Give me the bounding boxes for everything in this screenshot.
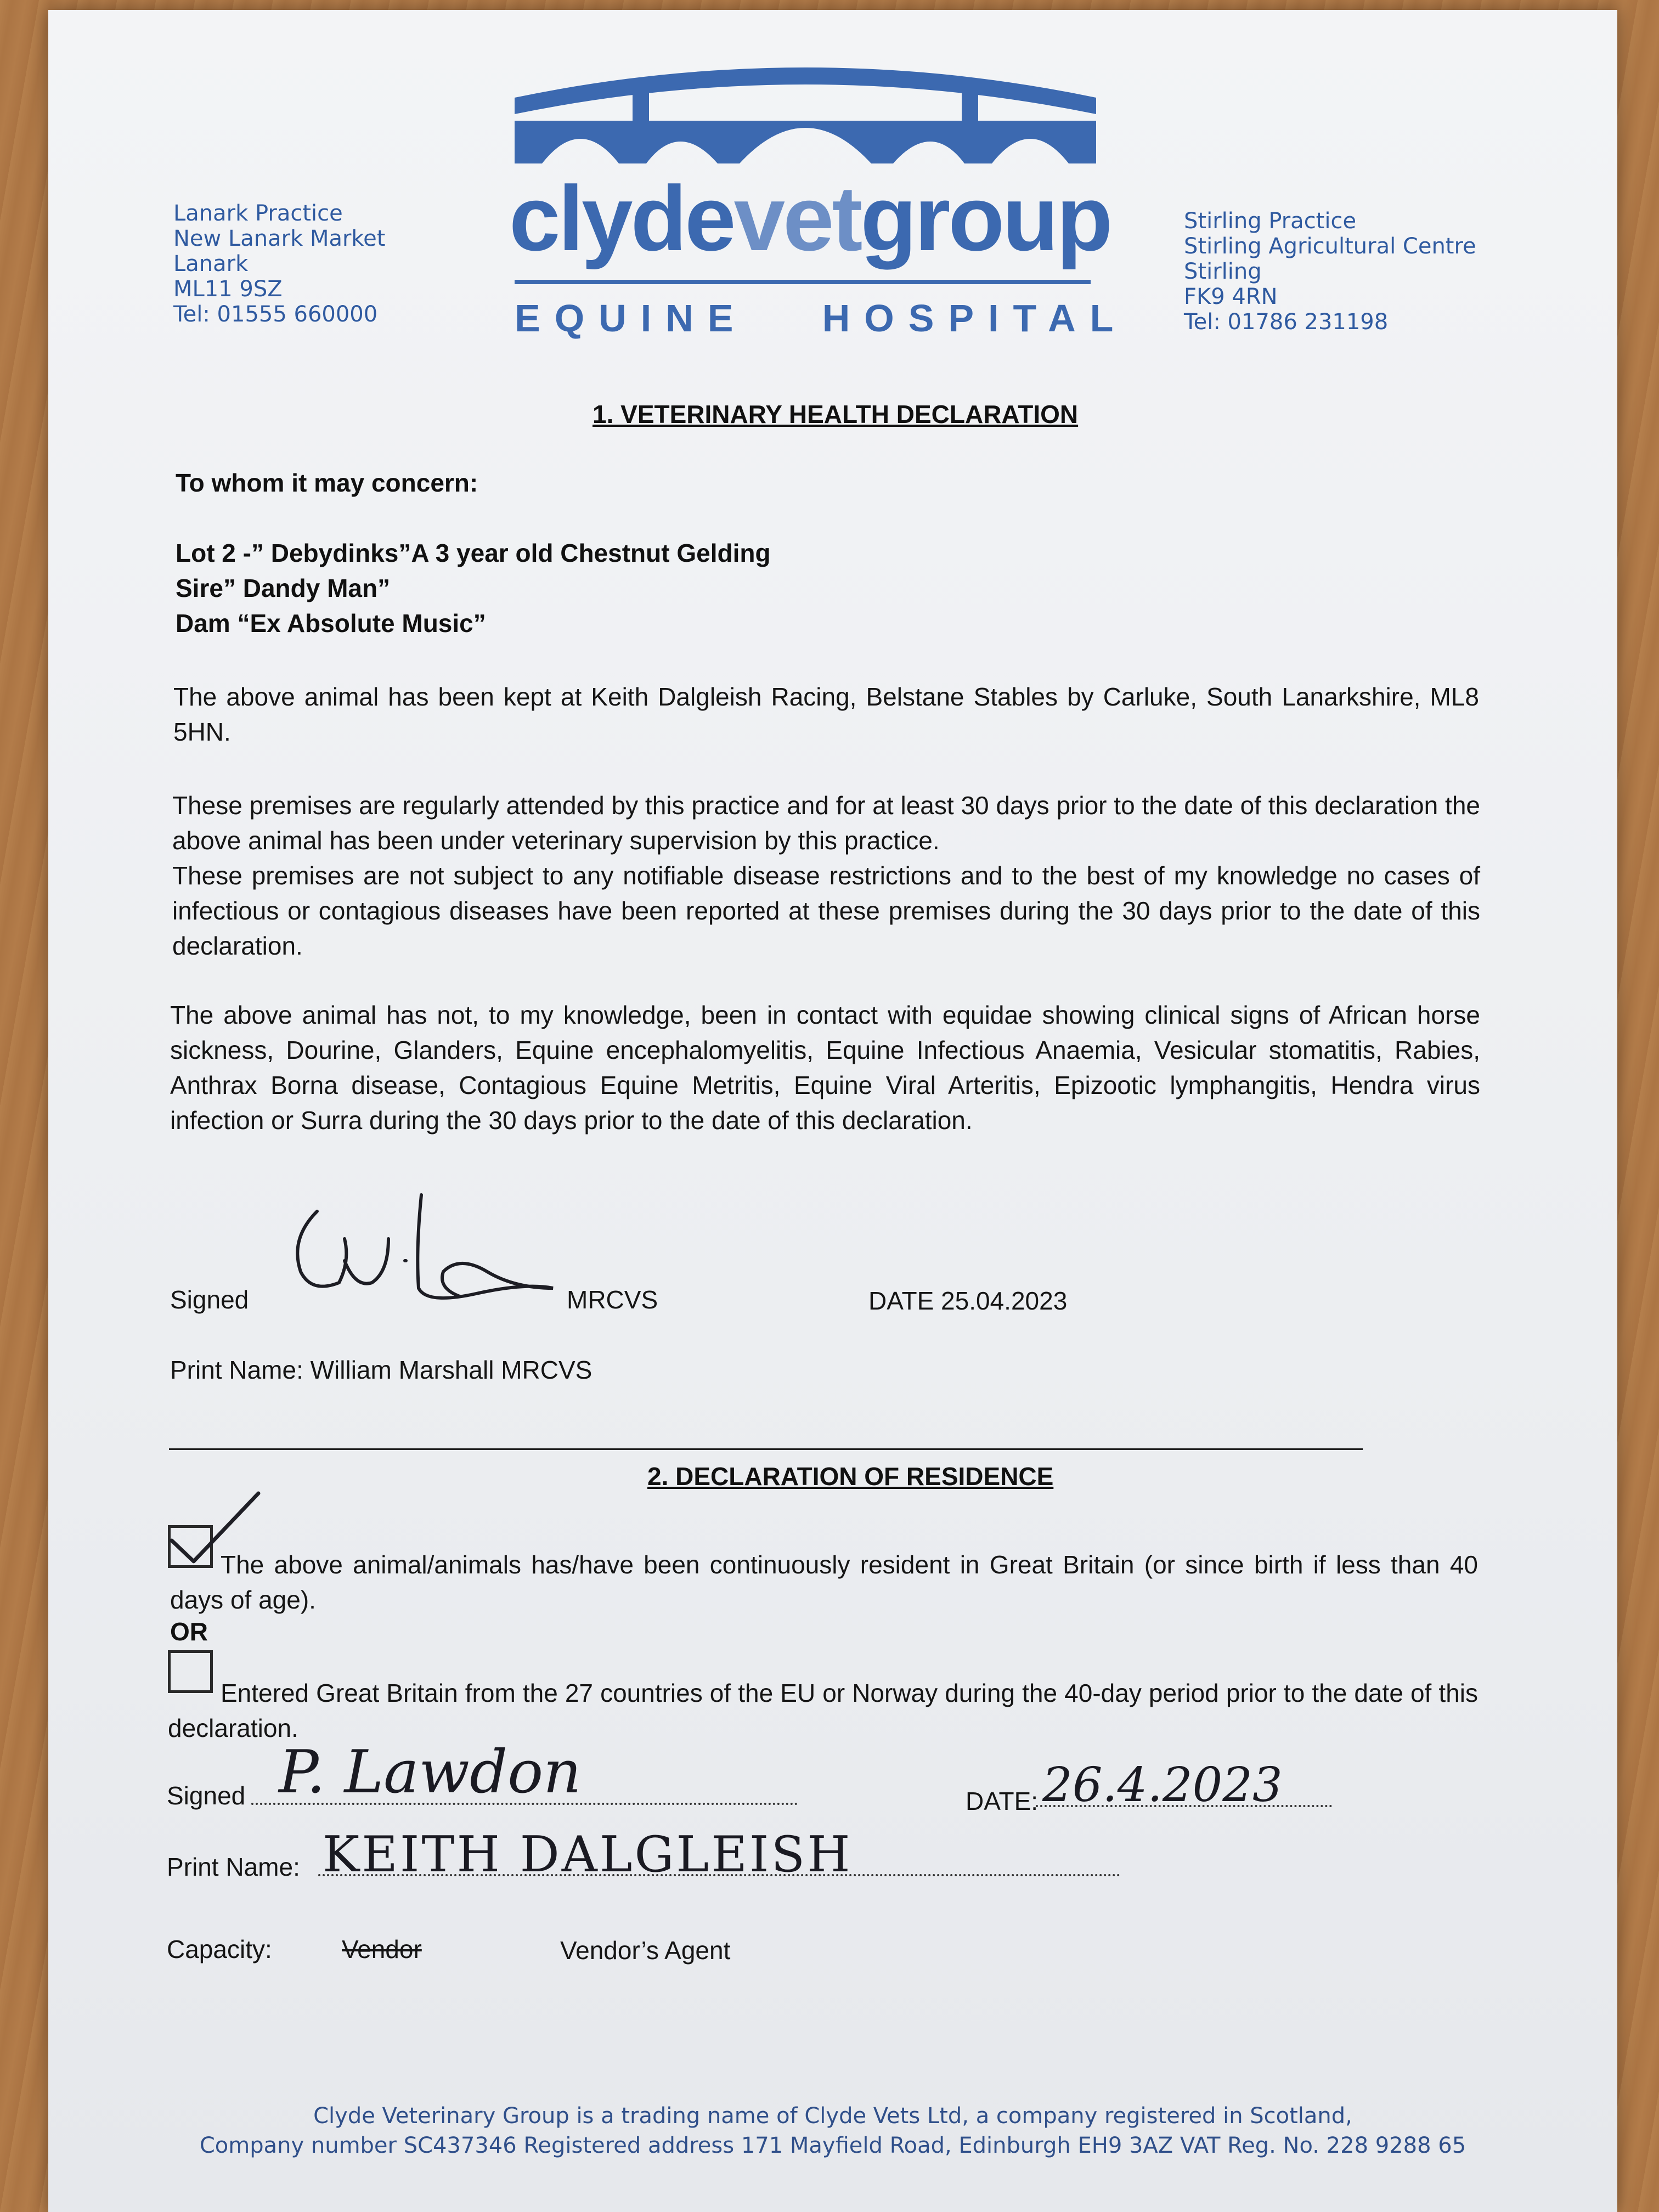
agent-date-label: DATE: bbox=[966, 1787, 1039, 1815]
address-line: FK9 4RN bbox=[1184, 284, 1278, 309]
capacity-vendors-agent: Vendor’s Agent bbox=[560, 1936, 731, 1965]
supervision-paragraph bbox=[172, 788, 1480, 963]
address-line: Tel: 01786 231198 bbox=[1184, 309, 1389, 335]
resident-option-text bbox=[170, 1547, 1478, 1617]
section2-title: 2. DECLARATION OF RESIDENCE bbox=[647, 1462, 1054, 1491]
capacity-label: Capacity: bbox=[167, 1935, 272, 1963]
agent-signature-value: P. Lawdon bbox=[279, 1738, 582, 1807]
clyde-vet-group-logo bbox=[509, 43, 1128, 350]
or-label: OR bbox=[170, 1617, 208, 1646]
disease-restrictions-text: These premises are not subject to any notifiable disease restrictions and to the best of my knowledge no cases of infectious or contagious diseases have been reported at these premises during the 30 days prior to the date of this declaration. bbox=[172, 861, 1480, 960]
animal-details bbox=[176, 535, 771, 641]
vet-date: DATE 25.04.2023 bbox=[868, 1286, 1068, 1315]
address-line: Lanark Practice bbox=[173, 201, 343, 226]
logo-divider bbox=[515, 280, 1091, 284]
premises-paragraph: The above animal has been kept at Keith Dalgleish Racing, Belstane Stables by Carluke, South Lanarkshire, ML8 5HN. bbox=[173, 682, 1479, 746]
brand-group: group bbox=[860, 167, 1111, 270]
salutation: To whom it may concern: bbox=[176, 469, 478, 497]
entered-gb-option-text bbox=[168, 1675, 1478, 1746]
entered-gb-option-label: Entered Great Britain from the 27 countries of the EU or Norway during the 40-day period prior to the date of this declaration. bbox=[168, 1679, 1478, 1742]
section-divider bbox=[169, 1448, 1363, 1450]
vet-signature-icon bbox=[279, 1178, 564, 1310]
declaration-document bbox=[48, 10, 1617, 2212]
address-line: Lanark bbox=[173, 251, 249, 276]
capacity-vendor-struck: Vendor bbox=[342, 1935, 422, 1963]
equine-hospital-subtitle: EQUINE HOSPITAL bbox=[515, 297, 1128, 340]
footer-line-1: Clyde Veterinary Group is a trading name of Clyde Vets Ltd, a company registered in Scotland, bbox=[313, 2103, 1352, 2129]
agent-print-name-label: Print Name: bbox=[167, 1853, 300, 1881]
lanark-practice-address bbox=[173, 201, 385, 327]
mrcvs-label: MRCVS bbox=[567, 1285, 658, 1314]
address-line: Tel: 01555 660000 bbox=[173, 302, 378, 327]
lot-line: Lot 2 -” Debydinks”A 3 year old Chestnut Gelding bbox=[176, 539, 771, 567]
footer-line-2: Company number SC437346 Registered address 171 Mayfield Road, Edinburgh EH9 3AZ VAT Reg. No. 228 9288 65 bbox=[199, 2133, 1466, 2158]
bridge-logo-icon bbox=[515, 59, 1096, 163]
contact-paragraph: The above animal has not, to my knowledge, been in contact with equidae showing clinical signs of African horse sickness, Dourine, Glanders, Equine encephalomyelitis, Equine Infectious Anaemia, Vesicular stomatitis, Rabies, Anthrax Borna disease, Contagious Equine Metritis, Equine Viral Arteritis, Epizootic lymphangitis, Hendra virus infection or Surra during the 30 days prior to the date of this declaration. bbox=[170, 1001, 1480, 1135]
address-line: ML11 9SZ bbox=[173, 276, 283, 302]
agent-signed-label: Signed bbox=[167, 1781, 246, 1810]
company-footer bbox=[81, 2101, 1584, 2160]
stirling-practice-address bbox=[1184, 208, 1476, 335]
agent-print-name-value: KEITH DALGLEISH bbox=[323, 1826, 853, 1883]
address-line: Stirling Practice bbox=[1184, 208, 1357, 234]
section1-title: 1. VETERINARY HEALTH DECLARATION bbox=[592, 400, 1079, 428]
address-line: New Lanark Market bbox=[173, 226, 386, 251]
resident-option-label: The above animal/animals has/have been continuously resident in Great Britain (or since birth if less than 40 days of age). bbox=[170, 1550, 1478, 1614]
supervision-text: These premises are regularly attended by this practice and for at least 30 days prior to the date of this declaration the above animal has been under veterinary supervision by this practice. bbox=[172, 791, 1480, 855]
brand-vet: vet bbox=[733, 167, 861, 270]
brand-clyde: clyde bbox=[509, 167, 734, 270]
vet-print-name: Print Name: William Marshall MRCVS bbox=[170, 1356, 592, 1384]
vet-signed-label: Signed bbox=[170, 1285, 249, 1314]
dam-line: Dam “Ex Absolute Music” bbox=[176, 609, 486, 637]
brand-wordmark bbox=[509, 169, 1110, 268]
sire-line: Sire” Dandy Man” bbox=[176, 574, 391, 602]
agent-date-value: 26.4.2023 bbox=[1042, 1758, 1283, 1813]
address-line: Stirling bbox=[1184, 259, 1262, 284]
address-line: Stirling Agricultural Centre bbox=[1184, 234, 1476, 259]
